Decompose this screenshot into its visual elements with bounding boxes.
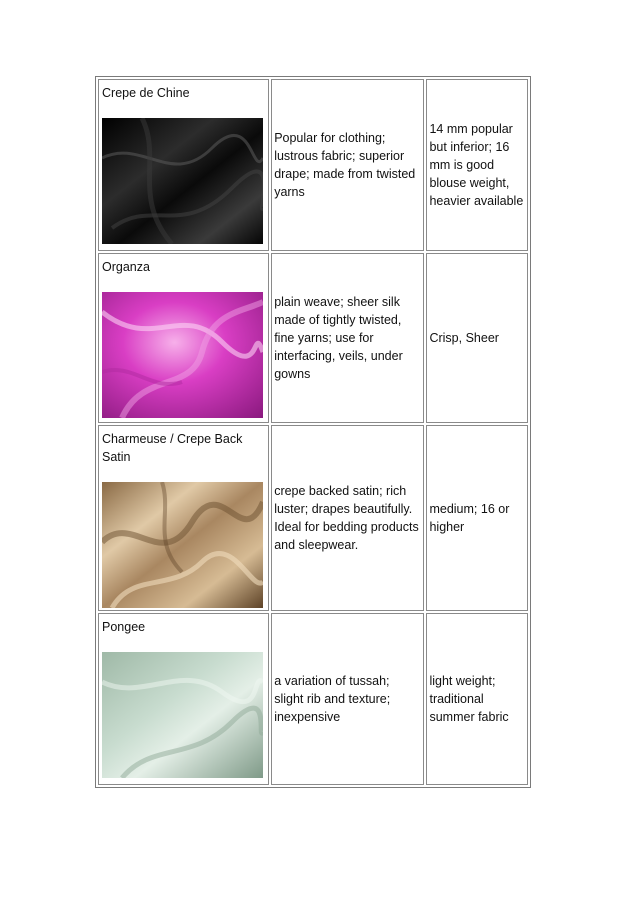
table-row: [97, 424, 529, 612]
weight-cell: [426, 613, 528, 785]
weight-cell: [426, 79, 528, 251]
fabric-cell: [98, 253, 269, 423]
fabric-swatch-image: [102, 118, 263, 244]
fabric-table: [95, 76, 531, 788]
description-cell: [271, 425, 424, 611]
table-row: [97, 612, 529, 786]
table-row: [97, 252, 529, 424]
weight-cell: [426, 425, 528, 611]
fabric-cell: [98, 79, 269, 251]
fabric-description: a variation of tussah; slight rib and texture; inexpensive: [274, 674, 391, 724]
description-cell: [271, 253, 424, 423]
fabric-name: Organza: [102, 260, 150, 274]
description-cell: [271, 79, 424, 251]
weight-cell: [426, 253, 528, 423]
fabric-swatch-image: [102, 652, 263, 778]
fabric-swatch-image: [102, 292, 263, 418]
fabric-name: Charmeuse / Crepe Back Satin: [102, 432, 243, 464]
fabric-description: plain weave; sheer silk made of tightly twisted, fine yarns; use for interfacing, veils, under gowns: [274, 295, 403, 381]
fabric-weight: 14 mm popular but inferior; 16 mm is good blouse weight, heavier available: [429, 122, 524, 208]
fabric-name: Pongee: [102, 620, 146, 634]
fabric-weight: light weight; traditional summer fabric: [429, 674, 509, 724]
fabric-weight: medium; 16 or higher: [429, 502, 510, 534]
description-cell: [271, 613, 424, 785]
fabric-cell: [98, 425, 269, 611]
fabric-cell: [98, 613, 269, 785]
fabric-weight: Crisp, Sheer: [429, 331, 499, 345]
table-row: [97, 78, 529, 252]
fabric-name: Crepe de Chine: [102, 86, 190, 100]
fabric-swatch-image: [102, 482, 263, 608]
fabric-description: crepe backed satin; rich luster; drapes beautifully. Ideal for bedding products and sleepwear.: [274, 484, 419, 552]
fabric-description: Popular for clothing; lustrous fabric; superior drape; made from twisted yarns: [274, 131, 416, 199]
